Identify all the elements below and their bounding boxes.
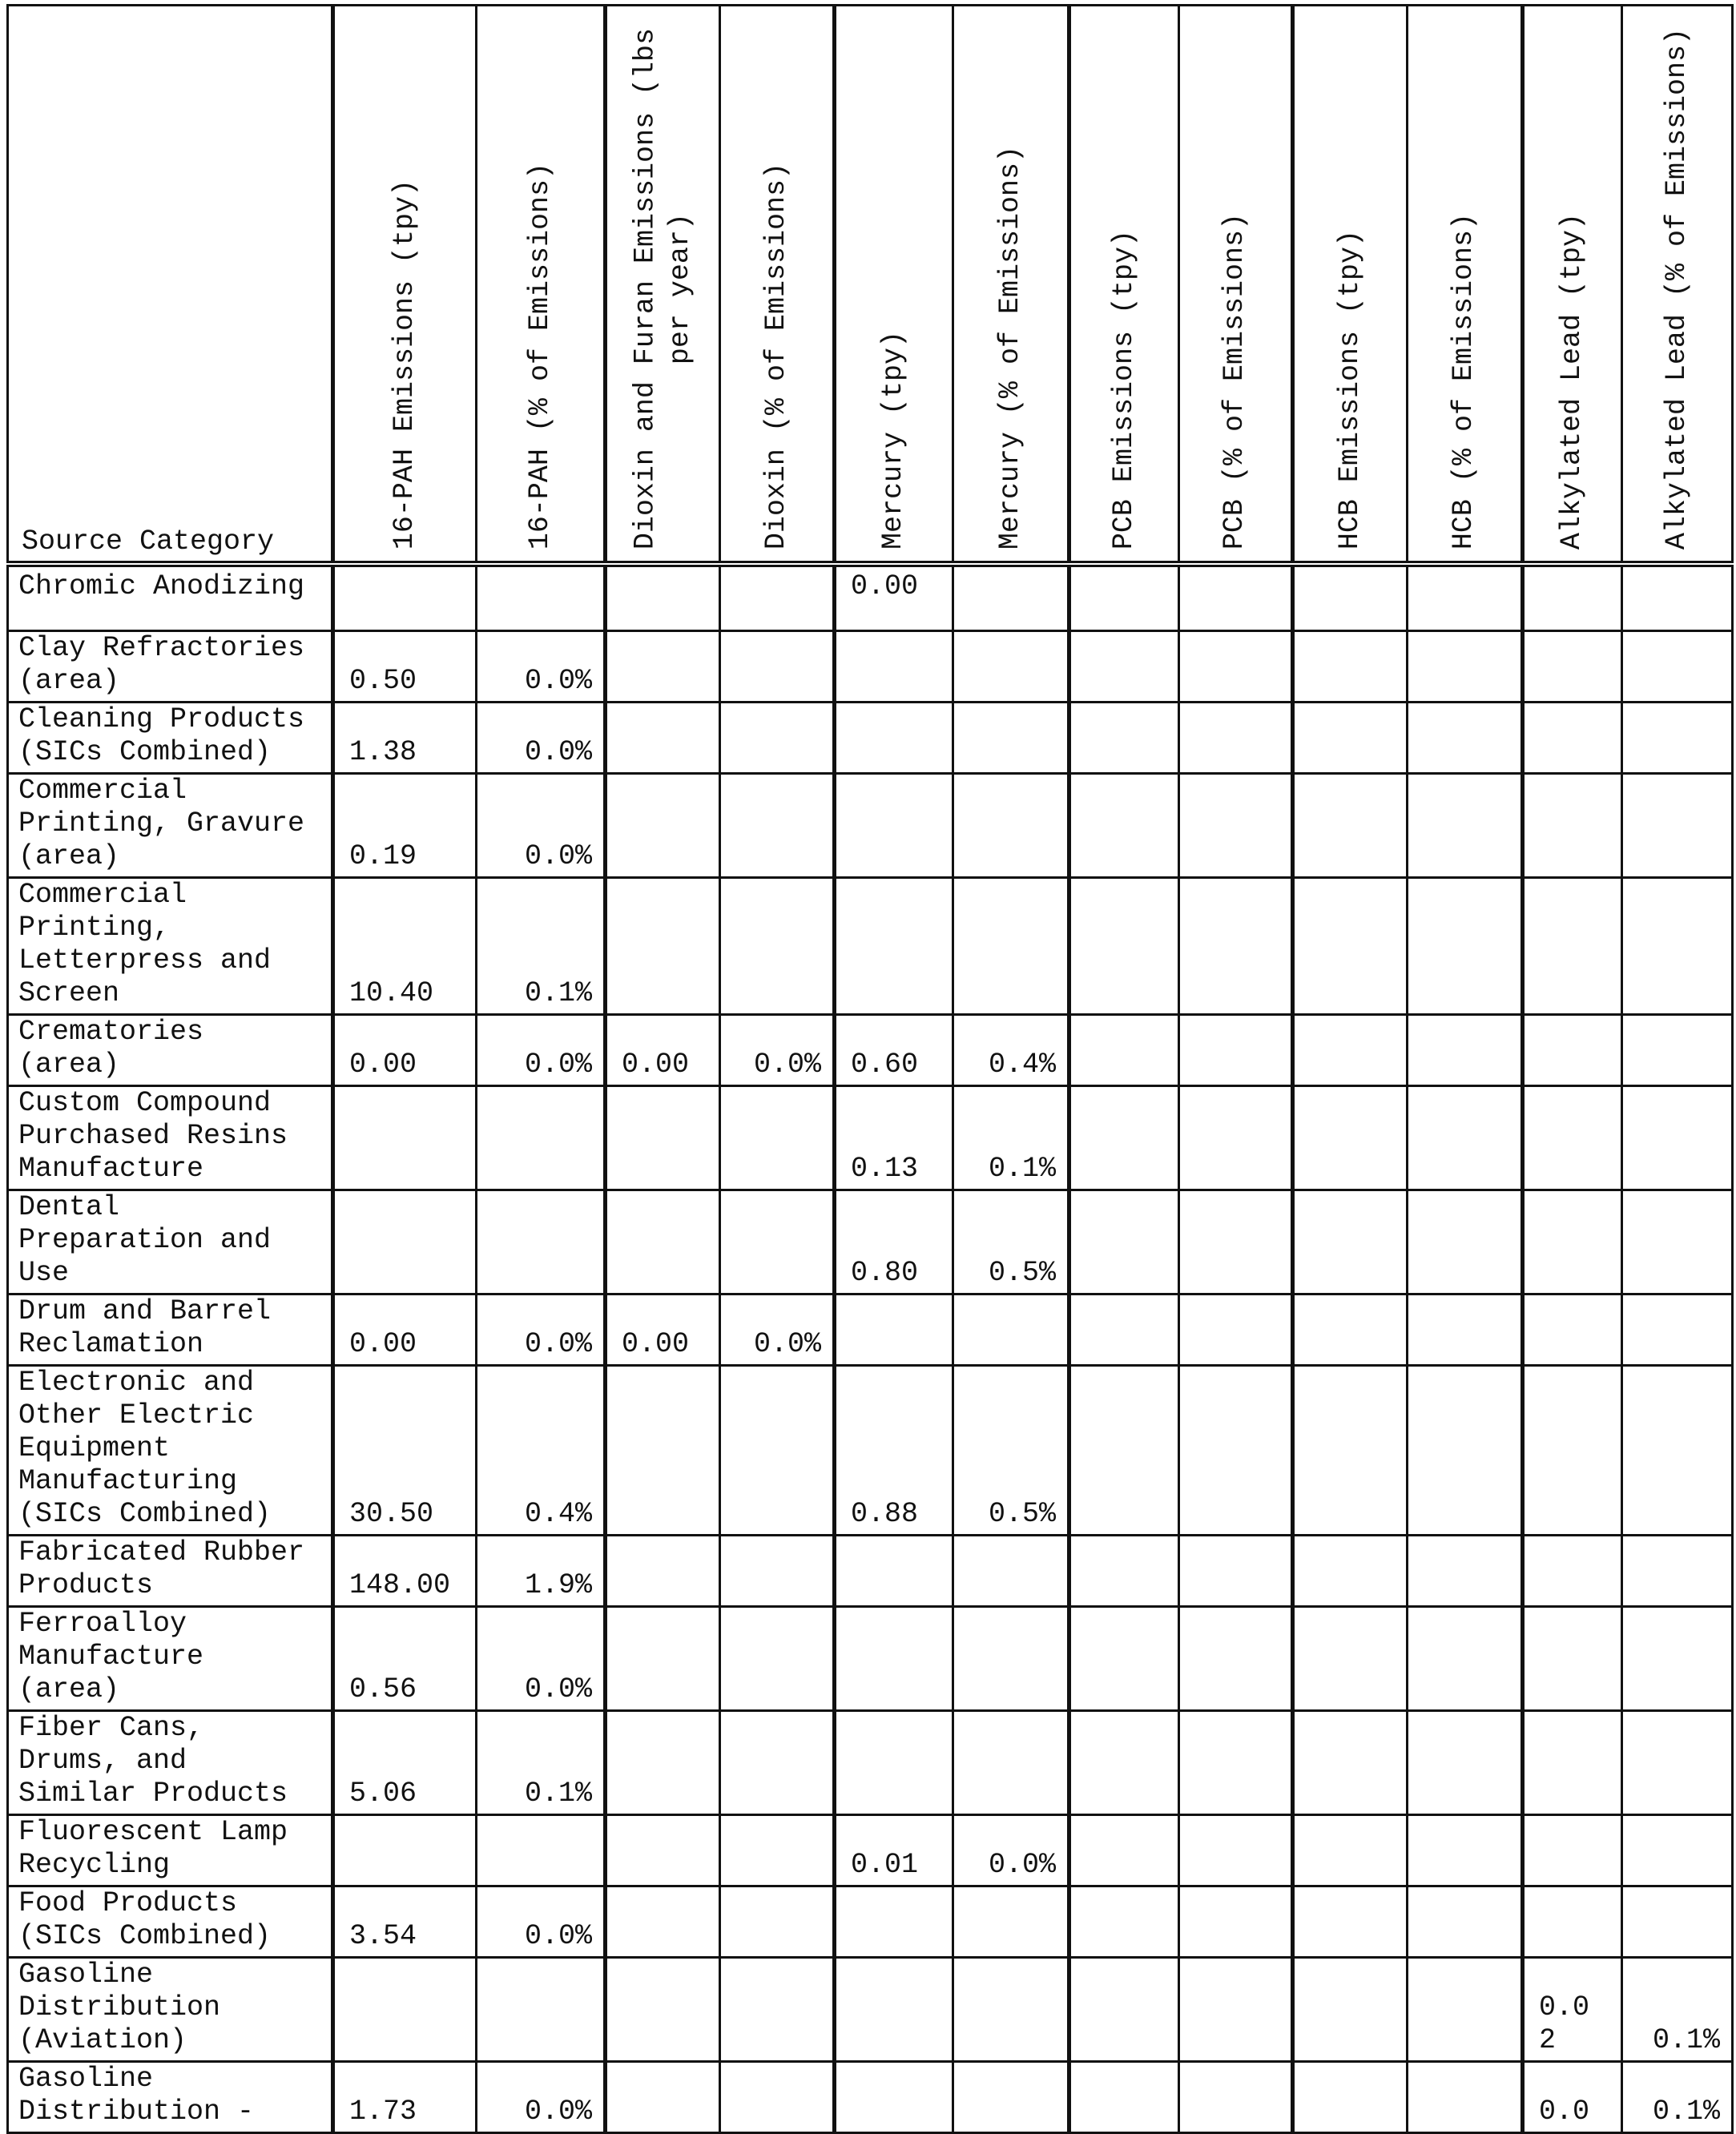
data-cell: [333, 1085, 477, 1190]
data-cell: [1179, 773, 1293, 877]
data-cell: [1622, 702, 1733, 773]
data-cell: [1069, 1606, 1179, 1710]
data-cell: [606, 1710, 720, 1814]
data-cell: 1.73: [333, 2061, 477, 2132]
data-cell: 0.00: [333, 1294, 477, 1365]
data-cell: [1293, 1814, 1408, 1886]
data-cell: [1408, 1535, 1523, 1606]
col-header-label: HCB (% of Emissions): [1448, 212, 1480, 550]
data-cell: [720, 1886, 835, 1957]
table-row: [8, 2061, 1733, 2132]
data-cell: [1408, 2061, 1523, 2132]
data-cell: [1523, 1886, 1622, 1957]
col-header-label: Dioxin (% of Emissions): [759, 162, 792, 550]
source-category-cell: Fiber Cans, Drums, and Similar Products: [8, 1710, 333, 1814]
data-cell: 3.54: [333, 1886, 477, 1957]
data-cell: [606, 564, 720, 630]
table-row: [8, 1014, 1733, 1085]
source-category-cell: Gasoline Distribution -: [8, 2061, 333, 2132]
data-cell: [606, 630, 720, 702]
data-cell: [1408, 1957, 1523, 2061]
col-header-dioxin-lbs: [606, 6, 720, 565]
data-cell: [1523, 1365, 1622, 1535]
data-cell: [835, 1886, 953, 1957]
data-cell: 0.50: [333, 630, 477, 702]
data-cell: [720, 630, 835, 702]
data-cell: [333, 1957, 477, 2061]
data-cell: [1408, 1014, 1523, 1085]
data-cell: 5.06: [333, 1710, 477, 1814]
col-header-label: 16-PAH (% of Emissions): [523, 162, 556, 550]
data-cell: 0.1%: [1622, 1957, 1733, 2061]
data-cell: [953, 877, 1069, 1014]
col-header-label: Dioxin and Furan Emissions (lbs per year): [628, 27, 696, 550]
table-row: [8, 564, 1733, 630]
source-category-cell: Dental Preparation and Use: [8, 1190, 333, 1294]
table-row: [8, 702, 1733, 773]
data-cell: [1179, 1085, 1293, 1190]
data-cell: [1622, 1190, 1733, 1294]
data-cell: [477, 1190, 606, 1294]
data-cell: [606, 1886, 720, 1957]
data-cell: [1523, 1085, 1622, 1190]
data-cell: [953, 564, 1069, 630]
data-cell: [1622, 1710, 1733, 1814]
source-category-cell: Ferroalloy Manufacture (area): [8, 1606, 333, 1710]
data-cell: [1069, 1085, 1179, 1190]
data-cell: [1179, 702, 1293, 773]
data-cell: 0.4%: [477, 1365, 606, 1535]
data-cell: [1179, 1710, 1293, 1814]
data-cell: [1408, 1365, 1523, 1535]
data-cell: [1179, 1365, 1293, 1535]
data-cell: 0.13: [835, 1085, 953, 1190]
data-cell: [720, 2061, 835, 2132]
data-cell: [1523, 1190, 1622, 1294]
data-cell: [606, 1085, 720, 1190]
data-cell: [1069, 630, 1179, 702]
data-cell: 0.1%: [953, 1085, 1069, 1190]
data-cell: 0.1%: [477, 877, 606, 1014]
data-cell: [606, 877, 720, 1014]
col-header-lead-pct: [1622, 6, 1733, 565]
data-cell: [1523, 1710, 1622, 1814]
data-cell: [720, 1814, 835, 1886]
data-cell: [720, 1957, 835, 2061]
data-cell: [720, 1535, 835, 1606]
data-cell: [1069, 2061, 1179, 2132]
data-cell: [1069, 877, 1179, 1014]
data-cell: [720, 773, 835, 877]
col-header-source-category: Source Category: [8, 6, 333, 565]
table-row: [8, 1085, 1733, 1190]
data-cell: [720, 564, 835, 630]
data-cell: [1622, 773, 1733, 877]
data-cell: [1523, 877, 1622, 1014]
data-cell: [1293, 630, 1408, 702]
data-cell: [1179, 630, 1293, 702]
data-cell: [1523, 564, 1622, 630]
data-cell: 0.0%: [477, 1606, 606, 1710]
source-category-cell: Commercial Printing, Gravure (area): [8, 773, 333, 877]
data-cell: 0.80: [835, 1190, 953, 1294]
data-cell: [477, 1814, 606, 1886]
data-cell: [1293, 1710, 1408, 1814]
data-cell: 0.00: [606, 1294, 720, 1365]
data-cell: 0.0 2: [1523, 1957, 1622, 2061]
data-cell: [953, 1294, 1069, 1365]
table-row: [8, 1606, 1733, 1710]
col-header-pah-tpy: [333, 6, 477, 565]
header-row: [8, 6, 1733, 565]
data-cell: [1293, 1535, 1408, 1606]
data-cell: [1408, 630, 1523, 702]
col-header-lead-tpy: [1523, 6, 1622, 565]
source-category-cell: Drum and Barrel Reclamation: [8, 1294, 333, 1365]
data-cell: [606, 773, 720, 877]
data-cell: 0.0%: [477, 1886, 606, 1957]
data-cell: [1293, 1085, 1408, 1190]
col-header-hcb-pct: [1408, 6, 1523, 565]
data-cell: 0.0%: [720, 1294, 835, 1365]
data-cell: [1293, 2061, 1408, 2132]
data-cell: [606, 1606, 720, 1710]
data-cell: [1293, 1365, 1408, 1535]
data-cell: [1293, 1606, 1408, 1710]
data-cell: 0.0%: [953, 1814, 1069, 1886]
data-cell: 148.00: [333, 1535, 477, 1606]
data-cell: [835, 1535, 953, 1606]
data-cell: [1408, 1294, 1523, 1365]
table-row: [8, 1886, 1733, 1957]
data-cell: [1622, 1365, 1733, 1535]
data-cell: 0.0%: [477, 702, 606, 773]
data-cell: [1179, 1957, 1293, 2061]
data-cell: [1622, 1085, 1733, 1190]
emissions-table: [6, 4, 1734, 2134]
table-row: [8, 1814, 1733, 1886]
data-cell: [1523, 630, 1622, 702]
data-cell: [1622, 1014, 1733, 1085]
data-cell: [720, 702, 835, 773]
col-header-dioxin-pct: [720, 6, 835, 565]
data-cell: [1179, 1606, 1293, 1710]
data-cell: [1523, 773, 1622, 877]
data-cell: [1408, 1606, 1523, 1710]
data-cell: [1069, 1957, 1179, 2061]
source-category-cell: Gasoline Distribution (Aviation): [8, 1957, 333, 2061]
data-cell: 0.88: [835, 1365, 953, 1535]
data-cell: [1179, 1190, 1293, 1294]
col-header-mercury-tpy: [835, 6, 953, 565]
data-cell: [1408, 1085, 1523, 1190]
data-cell: 0.1%: [477, 1710, 606, 1814]
source-category-cell: Commercial Printing, Letterpress and Screen: [8, 877, 333, 1014]
data-cell: [1069, 1014, 1179, 1085]
table-body: [8, 564, 1733, 2132]
data-cell: [333, 564, 477, 630]
data-cell: [1179, 1535, 1293, 1606]
data-cell: [1622, 1886, 1733, 1957]
data-cell: [606, 702, 720, 773]
table-row: [8, 1294, 1733, 1365]
data-cell: [1179, 1294, 1293, 1365]
source-category-cell: Fabricated Rubber Products: [8, 1535, 333, 1606]
data-cell: 0.0%: [477, 2061, 606, 2132]
table-row: [8, 630, 1733, 702]
data-cell: 0.00: [333, 1014, 477, 1085]
data-cell: 0.1%: [1622, 2061, 1733, 2132]
data-cell: [1069, 1294, 1179, 1365]
source-category-cell: Fluorescent Lamp Recycling: [8, 1814, 333, 1886]
data-cell: [1622, 1535, 1733, 1606]
data-cell: [1408, 1814, 1523, 1886]
data-cell: [1293, 773, 1408, 877]
data-cell: [1622, 630, 1733, 702]
table-row: [8, 1535, 1733, 1606]
data-cell: [1069, 773, 1179, 877]
col-header-label: Alkylated Lead (% of Emissions): [1660, 27, 1693, 550]
source-category-cell: Electronic and Other Electric Equipment Manufacturing (SICs Combined): [8, 1365, 333, 1535]
col-header-pcb-pct: [1179, 6, 1293, 565]
data-cell: [1523, 1014, 1622, 1085]
data-cell: 0.0: [1523, 2061, 1622, 2132]
data-cell: [720, 1365, 835, 1535]
data-cell: [1293, 702, 1408, 773]
data-cell: [953, 1606, 1069, 1710]
data-cell: 1.38: [333, 702, 477, 773]
source-category-cell: Custom Compound Purchased Resins Manufacture: [8, 1085, 333, 1190]
data-cell: [1293, 1886, 1408, 1957]
data-cell: [1523, 1294, 1622, 1365]
data-cell: [1622, 564, 1733, 630]
data-cell: [720, 1710, 835, 1814]
data-cell: [953, 630, 1069, 702]
data-cell: [1293, 877, 1408, 1014]
data-cell: [1408, 1710, 1523, 1814]
data-cell: [1179, 2061, 1293, 2132]
data-cell: [835, 1294, 953, 1365]
data-cell: [835, 1957, 953, 2061]
data-cell: [1523, 1606, 1622, 1710]
data-cell: [1293, 1294, 1408, 1365]
col-header-label: PCB Emissions (tpy): [1107, 229, 1140, 550]
data-cell: [835, 1606, 953, 1710]
data-cell: [1408, 1886, 1523, 1957]
data-cell: [953, 1886, 1069, 1957]
data-cell: [1408, 1190, 1523, 1294]
data-cell: [606, 1814, 720, 1886]
data-cell: [720, 877, 835, 1014]
data-cell: [1408, 773, 1523, 877]
table-row: [8, 1190, 1733, 1294]
data-cell: 0.0%: [720, 1014, 835, 1085]
data-cell: 0.01: [835, 1814, 953, 1886]
data-cell: 0.19: [333, 773, 477, 877]
data-cell: [835, 702, 953, 773]
data-cell: [1293, 1190, 1408, 1294]
col-header-label: HCB Emissions (tpy): [1333, 229, 1366, 550]
data-cell: [835, 773, 953, 877]
data-cell: 0.00: [835, 564, 953, 630]
data-cell: [953, 2061, 1069, 2132]
data-cell: [1408, 564, 1523, 630]
data-cell: 1.9%: [477, 1535, 606, 1606]
data-cell: [477, 1957, 606, 2061]
data-cell: 0.60: [835, 1014, 953, 1085]
source-category-cell: Clay Refractories (area): [8, 630, 333, 702]
data-cell: [1622, 1606, 1733, 1710]
source-category-cell: Crematories (area): [8, 1014, 333, 1085]
data-cell: [1179, 877, 1293, 1014]
data-cell: [1408, 877, 1523, 1014]
data-cell: [1408, 702, 1523, 773]
data-cell: 0.00: [606, 1014, 720, 1085]
data-cell: [1179, 564, 1293, 630]
data-cell: [606, 1190, 720, 1294]
data-cell: [477, 564, 606, 630]
data-cell: [953, 1710, 1069, 1814]
data-cell: [477, 1085, 606, 1190]
table-row: [8, 1957, 1733, 2061]
data-cell: [606, 1957, 720, 2061]
data-cell: [606, 1535, 720, 1606]
data-cell: [1069, 1814, 1179, 1886]
data-cell: [953, 773, 1069, 877]
data-cell: [606, 1365, 720, 1535]
data-cell: 0.5%: [953, 1365, 1069, 1535]
col-header-pcb-tpy: [1069, 6, 1179, 565]
data-cell: 0.4%: [953, 1014, 1069, 1085]
data-cell: 10.40: [333, 877, 477, 1014]
data-cell: [606, 2061, 720, 2132]
col-header-label: Mercury (% of Emissions): [993, 145, 1026, 550]
data-cell: 0.0%: [477, 1294, 606, 1365]
table-row: [8, 773, 1733, 877]
col-header-label: Mercury (tpy): [877, 330, 910, 550]
col-header-label: 16-PAH Emissions (tpy): [388, 179, 421, 550]
data-cell: 0.5%: [953, 1190, 1069, 1294]
table-row: [8, 877, 1733, 1014]
data-cell: [835, 877, 953, 1014]
data-cell: [1293, 564, 1408, 630]
data-cell: [1069, 1886, 1179, 1957]
data-cell: [835, 630, 953, 702]
data-cell: [1069, 1190, 1179, 1294]
data-cell: [1179, 1014, 1293, 1085]
data-cell: [333, 1814, 477, 1886]
data-cell: [1622, 1294, 1733, 1365]
col-header-hcb-tpy: [1293, 6, 1408, 565]
data-cell: [1523, 1535, 1622, 1606]
source-category-cell: Cleaning Products (SICs Combined): [8, 702, 333, 773]
data-cell: [1069, 564, 1179, 630]
data-cell: [720, 1085, 835, 1190]
source-category-cell: Chromic Anodizing: [8, 564, 333, 630]
data-cell: [953, 1535, 1069, 1606]
data-cell: [835, 2061, 953, 2132]
data-cell: [1622, 1814, 1733, 1886]
data-cell: [1523, 702, 1622, 773]
data-cell: [1179, 1886, 1293, 1957]
source-category-cell: Food Products (SICs Combined): [8, 1886, 333, 1957]
col-header-pah-pct: [477, 6, 606, 565]
data-cell: 0.0%: [477, 1014, 606, 1085]
data-cell: 0.56: [333, 1606, 477, 1710]
data-cell: 30.50: [333, 1365, 477, 1535]
data-cell: [1293, 1957, 1408, 2061]
col-header-label: PCB (% of Emissions): [1218, 212, 1251, 550]
data-cell: [953, 1957, 1069, 2061]
data-cell: [953, 702, 1069, 773]
data-cell: [1069, 702, 1179, 773]
table-row: [8, 1710, 1733, 1814]
data-cell: [720, 1190, 835, 1294]
data-cell: [1622, 877, 1733, 1014]
data-cell: [1069, 1535, 1179, 1606]
col-header-mercury-pct: [953, 6, 1069, 565]
data-cell: 0.0%: [477, 630, 606, 702]
data-cell: [835, 1710, 953, 1814]
data-cell: [1069, 1710, 1179, 1814]
data-cell: [333, 1190, 477, 1294]
data-cell: 0.0%: [477, 773, 606, 877]
data-cell: [720, 1606, 835, 1710]
data-cell: [1293, 1014, 1408, 1085]
table-row: [8, 1365, 1733, 1535]
data-cell: [1069, 1365, 1179, 1535]
data-cell: [1179, 1814, 1293, 1886]
data-cell: [1523, 1814, 1622, 1886]
col-header-label: Alkylated Lead (tpy): [1556, 212, 1589, 550]
